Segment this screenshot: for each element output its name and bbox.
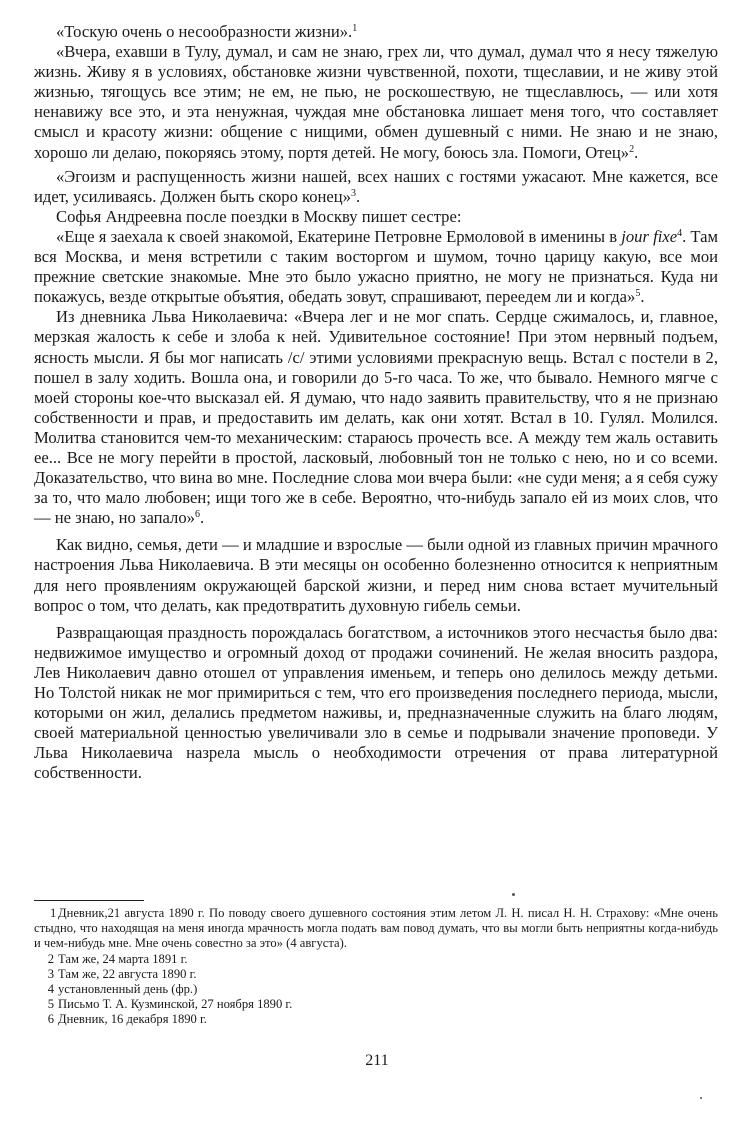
paragraph-quote-1: «Тоскую очень о несообразности жизни».$^1$ [56,22,358,41]
footnote-ref-4: 4 [677,227,683,239]
footnote-3: 3 Там же, 22 августа 1890 г. [47,966,197,981]
footnote-6: 6 Дневник, 16 декабря 1890 г. [47,1012,207,1027]
footnote-ref-6: 6 [194,509,200,521]
italic-phrase: jour fixe [621,226,678,246]
paragraph-property: Развращающая праздность порождалась богатством, а источников этого несчастья было два: недвижимое имущество и огромный доход от продажи сочинений. Не желая вносить раздора, Лев Николаевич давно отошел от управления именьем, и теперь оно делилось между детьми. Но Толстой никак не мог примириться с тем, что его произведения последнего периода, мысли, которыми он жил, делались предметом наживы, и, предназначенные служить на благо людям, своей материальной ценностью увеличивали зло в семье и подрывали значение проповеди. У Льва Николаевича назрела мысль о необходимости отречения от права литературной собственности. [34,622,718,783]
footnote-2: 2 Там же, 24 марта 1891 г. [47,951,188,966]
main-text [34,22,718,783]
footnote-ref-2: 2 [629,143,635,155]
paragraph-intro-letter: Софья Андреевна после поездки в Москву пишет сестре: [56,206,462,226]
footnotes [34,906,718,1028]
footnote-1: 1 Дневник,21 августа 1890 г. По поводу своего душевного состояния этим летом Л. Н. писал Н. Н. Страхову: «Мне очень стыдно, что находящая на меня иногда мрачность могла подать вам повод думать, что вы могли быть неприятны когда-нибудь и чем-нибудь мне. Мне очень совестно за это» (4 августа). [34,906,718,951]
footnote-ref-5: 5 [635,288,641,300]
scan-speck [512,893,515,896]
footnote-ref-1: 1 [352,23,358,34]
paragraph-quote-2: «Вчера, ехавши в Тулу, думал, и сам не знаю, грех ли, что думал, думал что я несу тяжелую жизнь. Живу я в условиях, обстановке жизни чувственной, похоти, тщеславии, и не живу этой жизнью, тягощусь все этим; не ем, не пью, не роскошествую, не тщеславлюсь, — или хотя ненавижу все это, и эта ненужная, чуждая мне обстановка лишает меня того, что составляет смысл и красоту жизни: общение с нищими, обмен душевный с ними. Не знаю и не знаю, хорошо ли делаю, покоряясь этому, портя детей. Не могу, боюсь зла. Помоги, Отец»$^2$. [34,42,718,162]
scan-speck [700,1097,702,1099]
footnote-4: 4 установленный день (фр.) [47,982,198,997]
footnote-5: 5 Письмо Т. А. Кузминской, 27 ноября 1890 г. [47,997,293,1012]
footnote-ref-3: 3 [350,187,356,199]
paragraph-quote-3: «Эгоизм и распущенность жизни нашей, всех наших с гостями ужасают. Мне кажется, все идет, усиливаясь. Должен быть скоро конец»$^3$. [34,166,718,206]
paragraph-letter: «Еще я заехала к своей знакомой, Екатерине Петровне Ермоловой в именины в jour fixe$^4$. Там вся Москва, и меня встретили с таким восторгом и шумом, точно царицу какую, все мои прежние светские знакомые. Мне это было ужасно приятно, не могу не признаться. Куда ни покажусь, везде открытые объятия, обедать зовут, спрашивают, переедем ли и когда»$^5$. [34,226,718,307]
footnote-divider [34,900,144,901]
page-number: 211 [365,1052,389,1069]
paragraph-family: Как видно, семья, дети — и младшие и взрослые — были одной из главных причин мрачного настроения Льва Николаевича. В эти месяцы он особенно болезненно относится к неприятным для него проявлениям окружающей барской жизни, и перед ним снова встает мучительный вопрос о том, что делать, как предотвратить духовную гибель семьи. [34,535,718,615]
paragraph-diary: Из дневника Льва Николаевича: «Вчера лег и не мог спать. Сердце сжималось, и, главное, мерзкая жалость к себе и злоба к ней. Удивительное состояние! При этом нервный подъем, ясность мысли. Я бы мог написать /с/ этими условиями прекрасную вещь. Встал с постели в 2, пошел в залу ходить. Вошла она, и говорили до 5-го часа. То же, что бывало. Немного мягче с моей стороны кое-что высказал ей. Я думаю, что надо заявить правительству, что я не признаю собственности и прав, и предоставить им делать, как они хотят. Встал в 10. Гулял. Молился. Молитва становится чем-то механическим: стараюсь прочесть все. А между тем жаль оставить ее... Все не могу перейти в простой, ласковый, любовный тон не только с нею, но и со всеми. Доказательство, что вина во мне. Последние слова мои вчера были: «не суди меня; а я себя сужу за то, что мало любовен; ищи того же в себе. Вероятно, что-нибудь запало ей из моих слов, что — не знаю, но запало»$^6$. [34,307,718,528]
